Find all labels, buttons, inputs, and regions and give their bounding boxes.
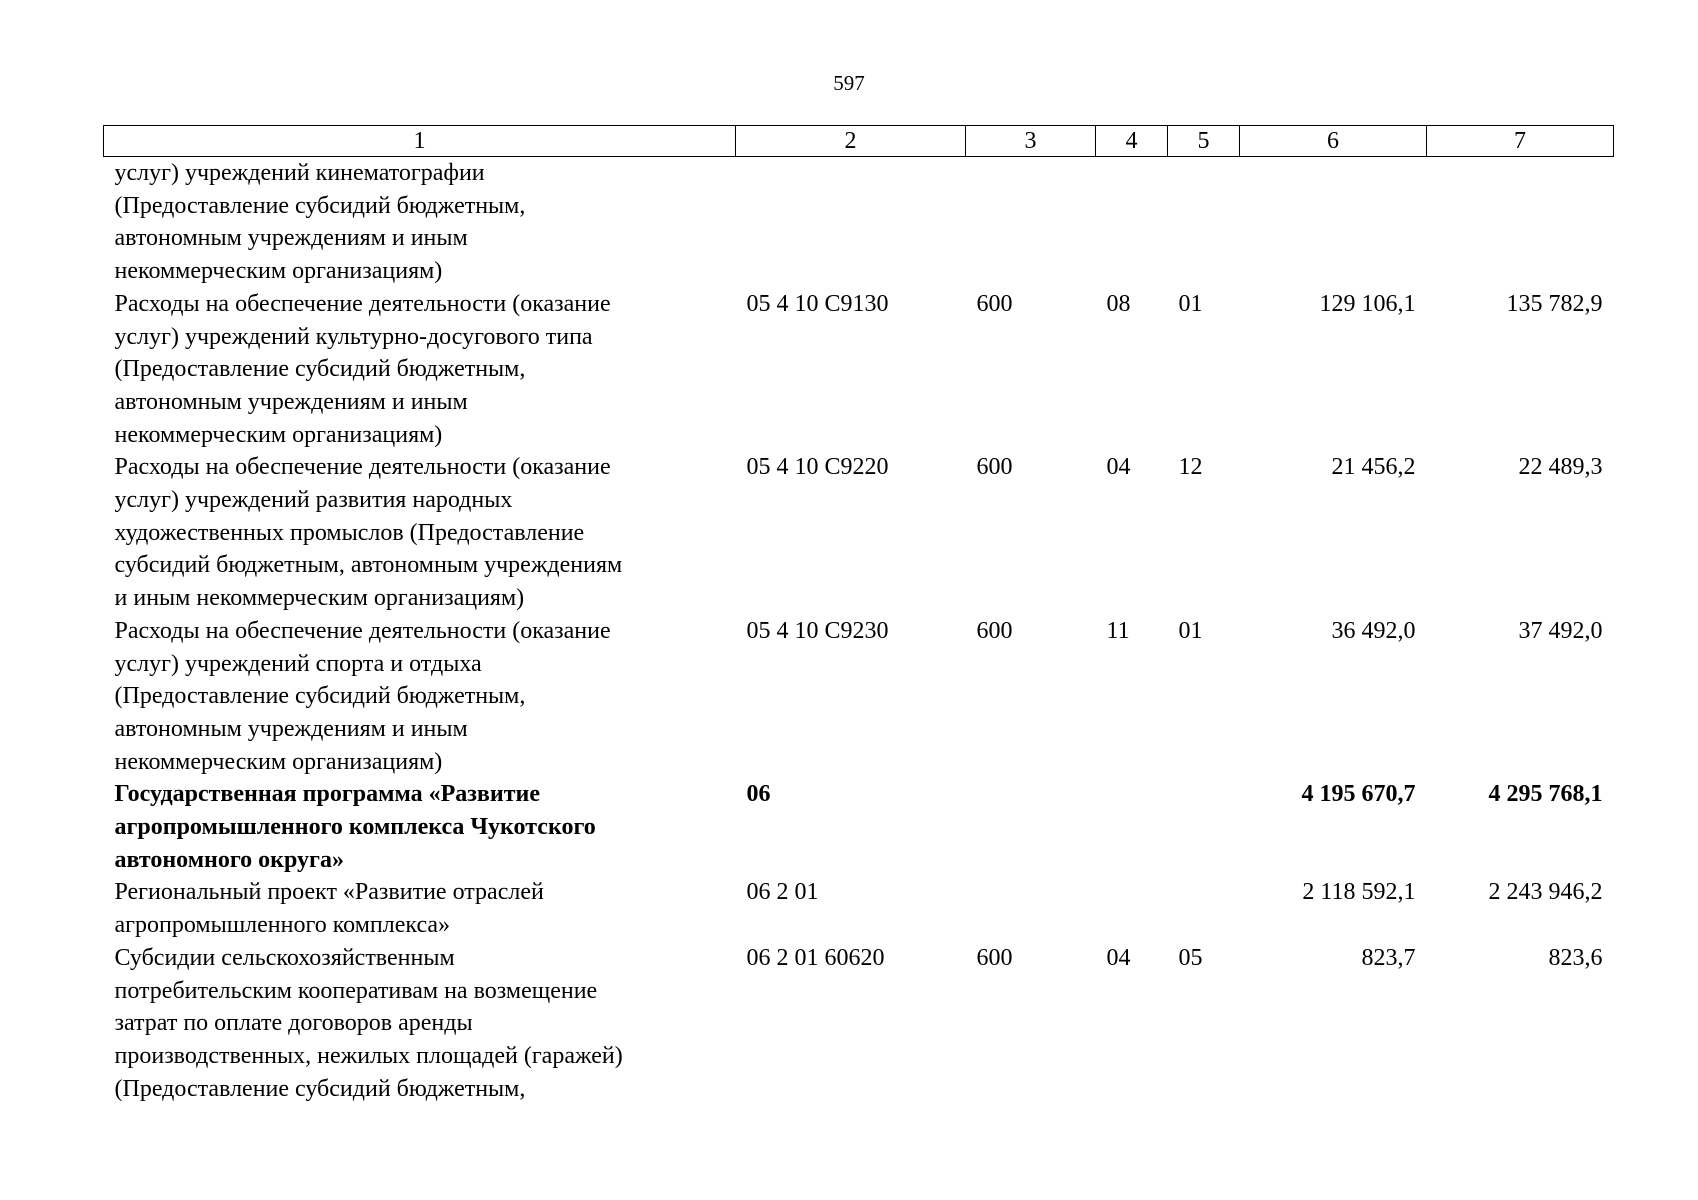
description-line: услуг) учреждений кинематографии (114, 160, 485, 186)
description-line: потребительским кооперативам на возмещение (114, 977, 598, 1004)
row-section (1096, 157, 1168, 288)
table-row (104, 778, 1614, 876)
row-expense-type (966, 157, 1096, 288)
header-col-4: 4 (1096, 126, 1168, 157)
row-program-code: 05 4 10 С9220 (746, 454, 889, 481)
row-description (104, 778, 736, 876)
page-number: 597 (833, 71, 865, 95)
description-line: (Предоставление субсидий бюджетным, (114, 356, 526, 383)
row-program-code: 06 2 01 (746, 879, 819, 906)
description-line: услуг) учреждений спорта и отдыха (114, 650, 482, 677)
description-line: Региональный проект «Развитие отраслей (114, 879, 544, 906)
row-description (104, 876, 736, 941)
description-line: (Предоставление субсидий бюджетным, (114, 192, 526, 219)
description-line: некоммерческим организациям) (114, 748, 443, 775)
description-line: автономного округа» (114, 846, 344, 873)
row-amount-year-2 (1427, 157, 1614, 288)
row-expense-type (966, 876, 1096, 941)
description-line: художественных промыслов (Предоставление (114, 519, 585, 546)
description-line: Государственная программа «Развитие (114, 781, 540, 808)
header-row (104, 126, 1614, 157)
header-col-7: 7 (1427, 126, 1614, 157)
description-line: Расходы на обеспечение деятельности (оказание (114, 454, 611, 481)
table-header (104, 126, 1614, 157)
table-row (104, 942, 1614, 1106)
table-row (104, 876, 1614, 941)
row-amount-year-1: 129 106,1 (1319, 290, 1416, 317)
row-description (104, 157, 736, 288)
row-amount-year-2: 2 243 946,2 (1488, 879, 1603, 906)
row-section: 11 (1106, 617, 1130, 644)
row-subsection: 05 (1178, 944, 1203, 971)
row-subsection: 01 (1178, 617, 1203, 644)
row-section (1096, 876, 1168, 941)
row-amount-year-1: 2 118 592,1 (1302, 879, 1416, 906)
description-line: Субсидии сельскохозяйственным (114, 944, 455, 971)
description-line: производственных, нежилых площадей (гаражей) (114, 1042, 623, 1069)
description-line: некоммерческим организациям) (114, 258, 443, 285)
row-amount-year-2: 823,6 (1548, 944, 1603, 971)
row-amount-year-1: 21 456,2 (1331, 454, 1416, 481)
header-col-1: 1 (104, 126, 736, 157)
description-line: некоммерческим организациям) (114, 421, 443, 448)
budget-table (103, 125, 1614, 1105)
row-amount-year-1: 823,7 (1361, 944, 1416, 971)
row-subsection (1168, 157, 1240, 288)
row-amount-year-2: 4 295 768,1 (1488, 781, 1603, 808)
row-amount-year-1: 36 492,0 (1331, 617, 1416, 644)
row-expense-type: 600 (976, 944, 1013, 971)
description-line: автономным учреждениям и иным (114, 225, 468, 252)
row-section: 04 (1106, 454, 1131, 481)
row-expense-type: 600 (976, 290, 1013, 317)
table-body (104, 157, 1614, 1106)
row-description (104, 942, 736, 1106)
description-line: услуг) учреждений развития народных (114, 487, 513, 514)
table-row (104, 615, 1614, 779)
description-line: затрат по оплате договоров аренды (114, 1010, 473, 1037)
row-section: 08 (1106, 290, 1131, 317)
row-program-code (736, 157, 966, 288)
description-line: Расходы на обеспечение деятельности (оказание (114, 617, 611, 644)
description-line: субсидий бюджетным, автономным учреждениям (114, 552, 623, 579)
row-program-code: 05 4 10 С9130 (746, 290, 889, 317)
row-subsection: 01 (1178, 290, 1203, 317)
description-line: услуг) учреждений культурно-досугового типа (114, 323, 593, 350)
header-col-2: 2 (736, 126, 966, 157)
row-amount-year-1: 4 195 670,7 (1301, 781, 1416, 808)
table-row (104, 288, 1614, 452)
description-line: и иным некоммерческим организациям) (114, 585, 525, 612)
row-program-code: 06 2 01 60620 (746, 944, 885, 971)
row-subsection: 12 (1178, 454, 1203, 481)
row-amount-year-2: 22 489,3 (1518, 454, 1603, 481)
budget-table-container (103, 125, 1613, 1105)
row-amount-year-2: 135 782,9 (1506, 290, 1603, 317)
row-expense-type (966, 778, 1096, 876)
row-amount-year-2: 37 492,0 (1518, 617, 1603, 644)
row-program-code: 05 4 10 С9230 (746, 617, 889, 644)
header-col-6: 6 (1240, 126, 1427, 157)
description-line: Расходы на обеспечение деятельности (оказание (114, 290, 611, 317)
header-col-5: 5 (1168, 126, 1240, 157)
description-line: (Предоставление субсидий бюджетным, (114, 683, 526, 710)
description-line: агропромышленного комплекса» (114, 912, 451, 939)
description-line: агропромышленного комплекса Чукотского (114, 814, 596, 841)
description-line: автономным учреждениям и иным (114, 388, 468, 415)
row-amount-year-1 (1240, 157, 1427, 288)
header-col-3: 3 (966, 126, 1096, 157)
row-description (104, 288, 736, 452)
row-subsection (1168, 778, 1240, 876)
row-section: 04 (1106, 944, 1131, 971)
table-row (104, 451, 1614, 615)
description-line: (Предоставление субсидий бюджетным, (114, 1075, 526, 1102)
row-program-code: 06 (746, 781, 771, 808)
row-description (104, 451, 736, 615)
description-line: автономным учреждениям и иным (114, 715, 468, 742)
row-section (1096, 778, 1168, 876)
table-row (104, 157, 1614, 288)
row-expense-type: 600 (976, 617, 1013, 644)
row-subsection (1168, 876, 1240, 941)
row-expense-type: 600 (976, 454, 1013, 481)
row-description (104, 615, 736, 779)
